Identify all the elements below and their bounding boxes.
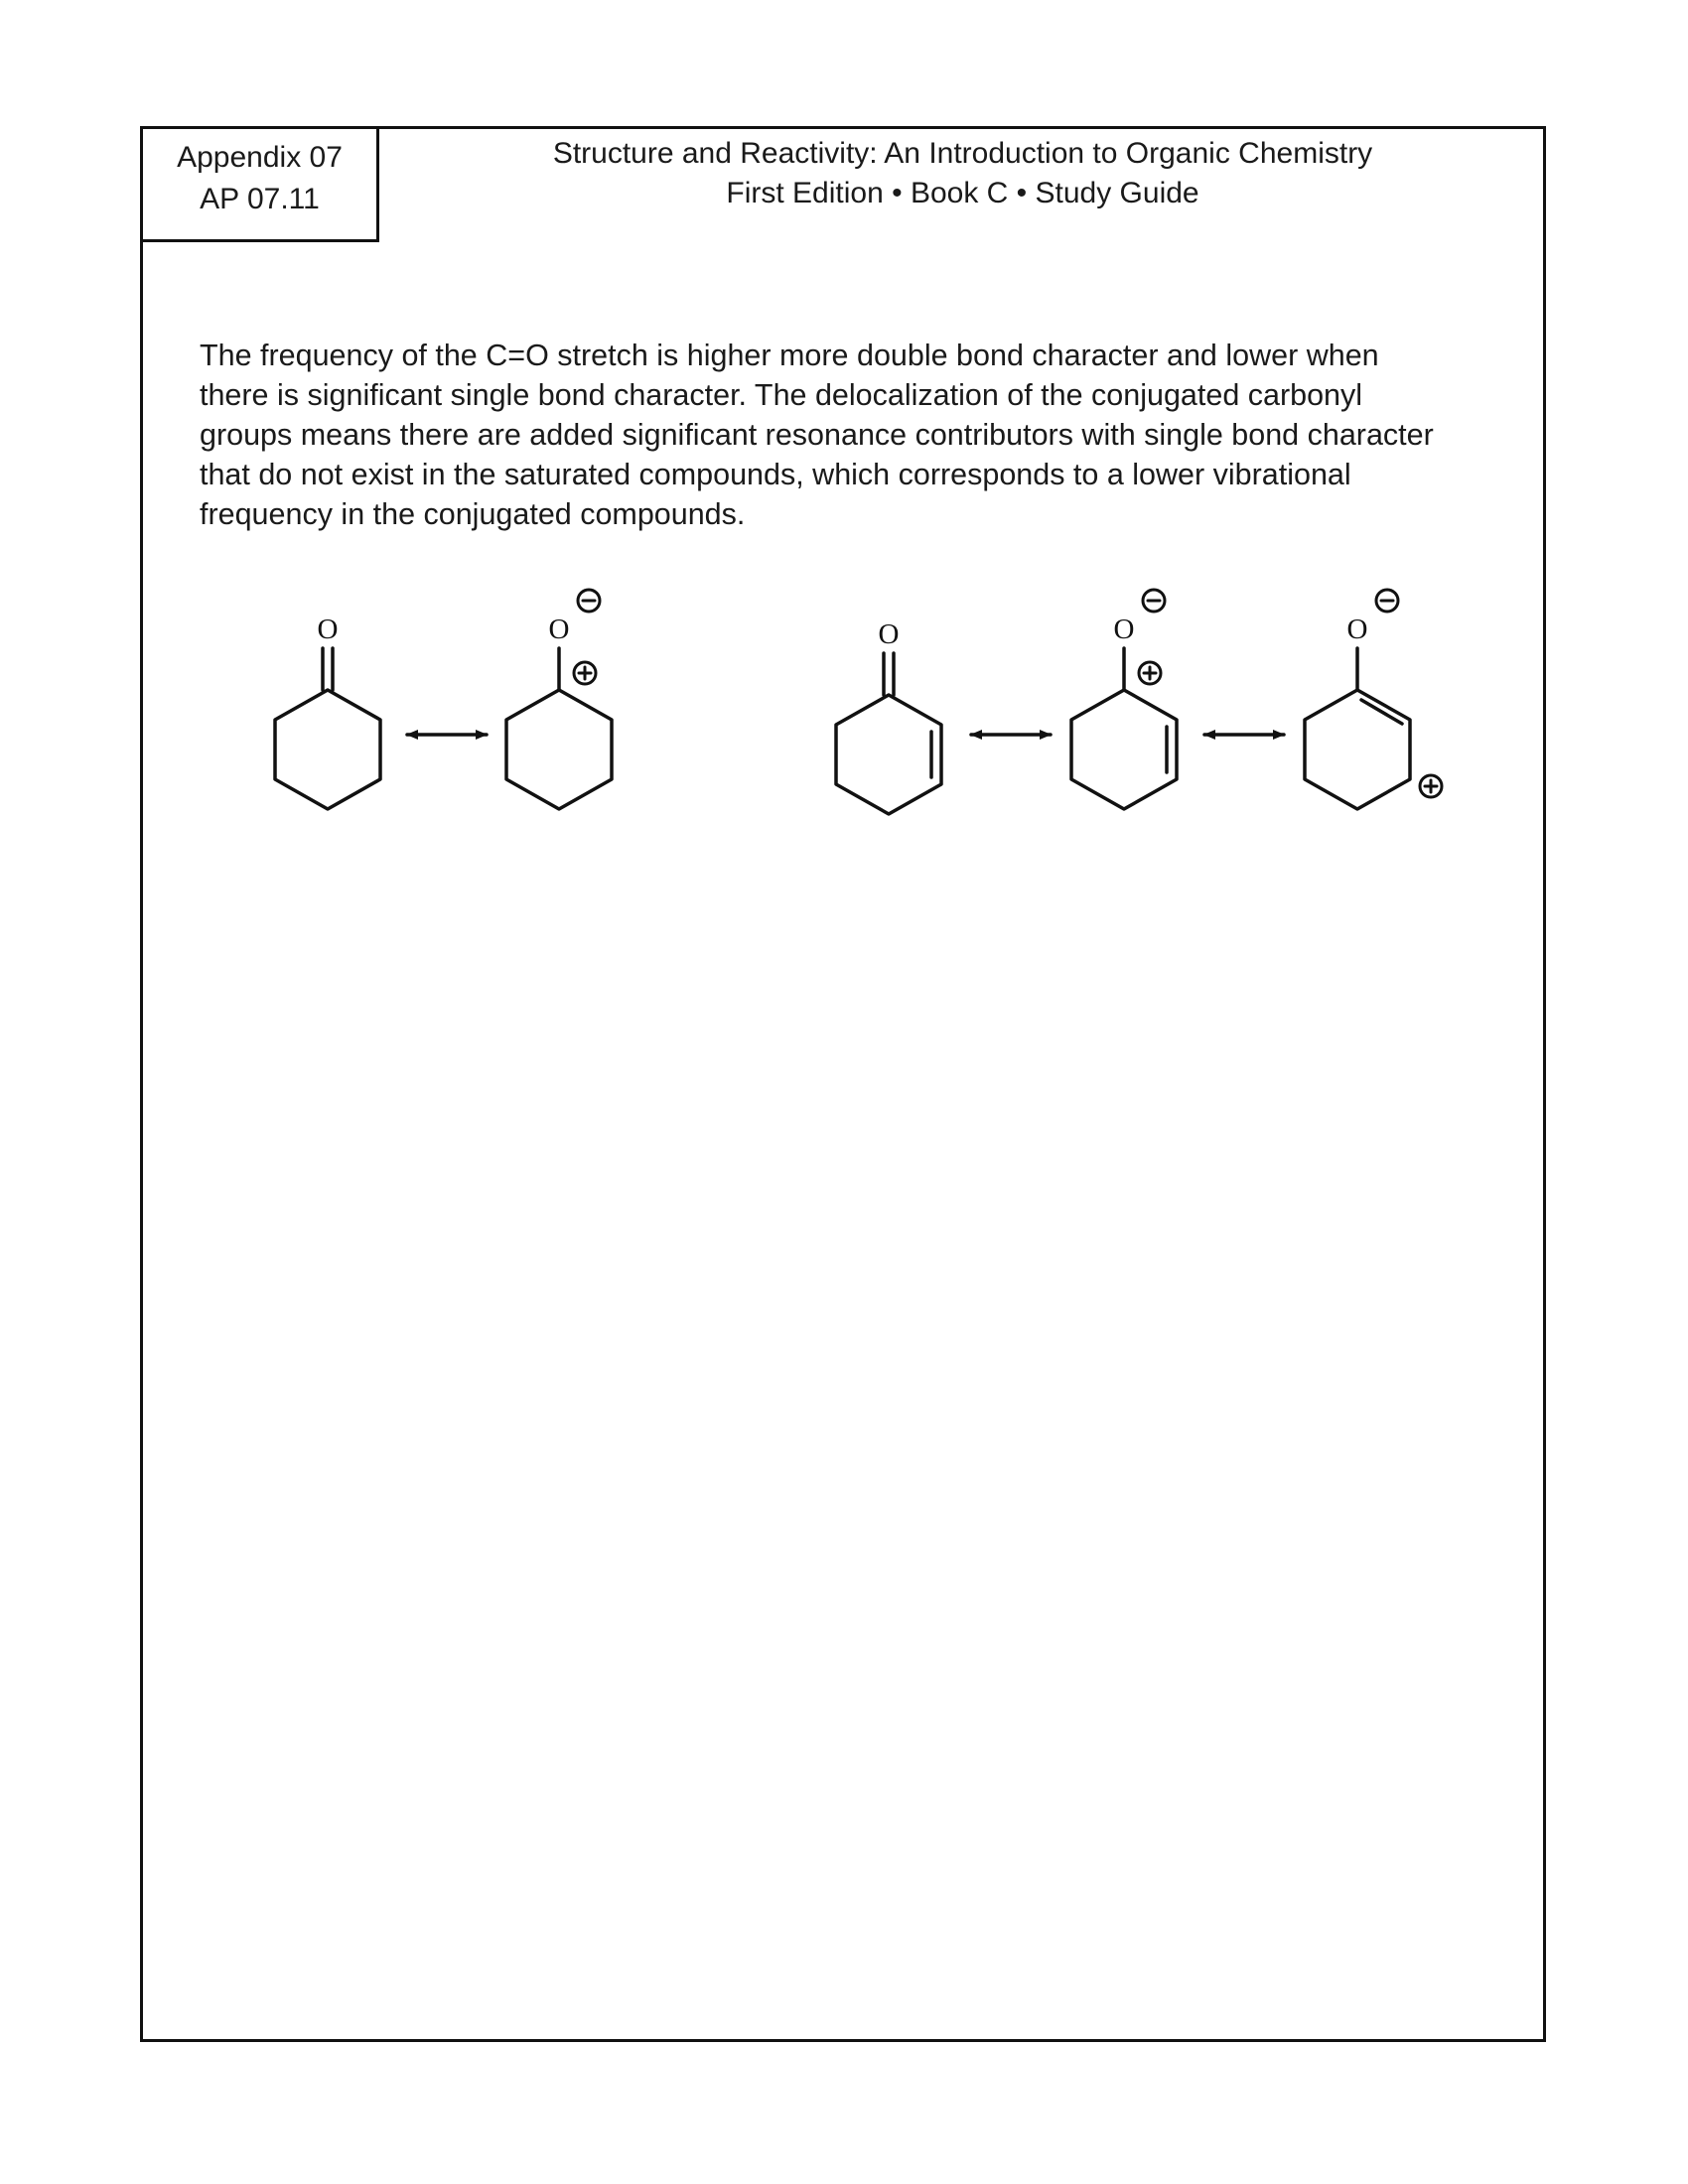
cyclohexenone-charge-separated-beta-structure	[1305, 648, 1410, 809]
book-title: Structure and Reactivity: An Introduction to Organic Chemistry	[552, 137, 1373, 170]
minus-circle-icon	[1143, 590, 1165, 612]
appendix-label: Appendix 07	[177, 141, 343, 174]
edition-line: First Edition • Book C • Study Guide	[726, 177, 1199, 209]
oxygen-label: O	[1113, 614, 1135, 645]
body-line: The frequency of the C=O stretch is higher more double bond character and lower when	[200, 339, 1379, 372]
oxygen-label: O	[878, 618, 900, 650]
body-line: groups means there are added significant resonance contributors with single bond character	[200, 418, 1434, 452]
oxygen-label: O	[1346, 614, 1368, 645]
body-line: frequency in the conjugated compounds.	[200, 497, 746, 531]
plus-circle-icon	[574, 662, 596, 684]
minus-circle-icon	[1376, 590, 1398, 612]
oxygen-label: O	[548, 614, 570, 645]
page-code: AP 07.11	[200, 183, 320, 215]
cyclohexanone-structure	[275, 648, 380, 809]
cyclohexenone-structure	[836, 653, 941, 814]
plus-circle-icon	[1139, 662, 1161, 684]
minus-circle-icon	[578, 590, 600, 612]
plus-circle-icon	[1420, 775, 1442, 797]
body-line: there is significant single bond character. The delocalization of the conjugated carbonyl	[200, 378, 1363, 412]
oxygen-label: O	[317, 614, 339, 645]
body-line: that do not exist in the saturated compounds, which corresponds to a lower vibrational	[200, 458, 1351, 491]
